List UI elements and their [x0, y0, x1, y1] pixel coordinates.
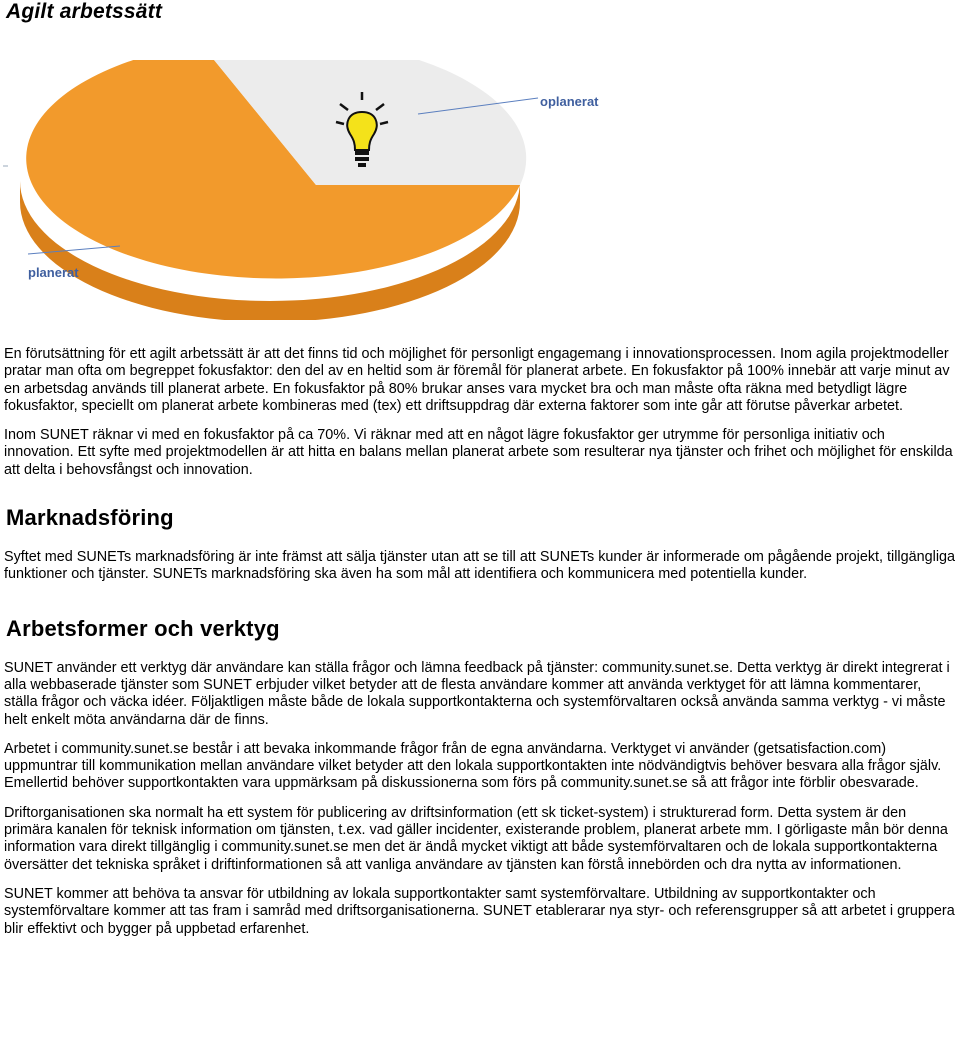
focus-factor-pie-chart: [0, 60, 620, 320]
arbetsformer-paragraph-4: SUNET kommer att behöva ta ansvar för utbildning av lokala supportkontakter samt systemförvaltare. Utbildning av supportkontakter och systemförvaltare kommer att tas fram i samråd med driftsorganisationerna. SUNET etablerarar nya styr- och referensgrupper så att arbetet i gruppera blir effektivt och bygger på uppbetad erfarenhet.: [4, 885, 955, 937]
arbetsformer-paragraph-3: Driftorganisationen ska normalt ha ett system för publicering av driftsinformation (ett sk ticket-system) i strukturerad form. Detta system är den primära kanalen för teknisk information om tjänsten, t.ex. vad gäller incidenter, existerande problem, planerat arbete mm. I görligaste mån bör denna information vara direkt tillgänglig i community.sunet.se men det är ändå mycket viktigt att både systemförvaltaren och de lokala supportkontakterna översätter det tekniska språket i driftinformationen så att vanliga användare av tjänsten kan förstå innebörden och dra nytta av informationen.: [4, 804, 948, 873]
marknadsforing-heading: Marknadsföring: [6, 505, 174, 531]
arbetsformer-heading: Arbetsformer och verktyg: [6, 615, 280, 641]
intro-paragraph-1: En förutsättning för ett agilt arbetssätt är att det finns tid och möjlighet för personligt engagemang i innovationsprocessen. Inom agila projektmodeller pratar man ofta om begreppet fokusfaktor: den del av en heltid som är föremål för planerat arbete. En fokusfaktor på 100% innebär att varje minut av en arbetsdag används till planerat arbete. En fokusfaktor på 80% brukar anses vara mycket bra och man måste ofta räkna med betydligt lägre fokusfaktor, speciellt om planerat arbete kombineras med (tex) ett driftsuppdrag där externa faktorer som inte går att förutse påverkar arbetet.: [4, 346, 950, 414]
label-unplanned: oplanerat: [540, 94, 599, 109]
label-planned: planerat: [28, 265, 79, 280]
intro-paragraph-2: Inom SUNET räknar vi med en fokusfaktor på ca 70%. Vi räknar med att en något lägre fokusfaktor ger utrymme för personliga initiativ och innovation. Ett syfte med projektmodellen är att hitta en balans mellan planerat arbete som resulterar nya tjänster och frihet och möjlighet för enskilda att delta i behovsfångst och innovation.: [4, 427, 953, 478]
marknadsforing-paragraph: Syftet med SUNETs marknadsföring är inte främst att sälja tjänster utan att se till att SUNETs kunder är informerade om pågående projekt, tillgängliga funktioner och tjänster. SUNETs marknadsföring ska även ha som mål att identifiera och kommunicera med potentiella kunder.: [4, 549, 956, 583]
arbetsformer-paragraph-1: SUNET använder ett verktyg där användare kan ställa frågor och lämna feedback på tjänster: community.sunet.se. Detta verktyg är direkt integrerat i alla webbaserade tjänster som SUNET erbjuder vilket betyder att de flesta användare kommer att använda verktyget för att lämna kommentarer, ställa frågor och väcka idéer. Följaktligen måste både de lokala supportkontakterna och systemförvaltaren också använda samma verktyg - vi måste helt enkelt möta användarna där de finns.: [4, 659, 950, 728]
main-content: [4, 346, 956, 950]
page-title: Agilt arbetssätt: [6, 0, 163, 23]
arbetsformer-paragraph-2: Arbetet i community.sunet.se består i att bevaka inkommande frågor från de egna användarna. Verktyget vi använder (getsatisfaction.com) uppmuntrar till kommunikation mellan användare vilket betyder att den lokala supportkontakten inte nödvändigtvis behöver besvara alla frågor själv. Emellertid behöver supportkontakten vara uppmärksam på diskussionerna som förs på community.sunet.se så att frågor inte förblir obesvarade.: [4, 740, 942, 792]
pie-chart-svg: [0, 60, 620, 320]
